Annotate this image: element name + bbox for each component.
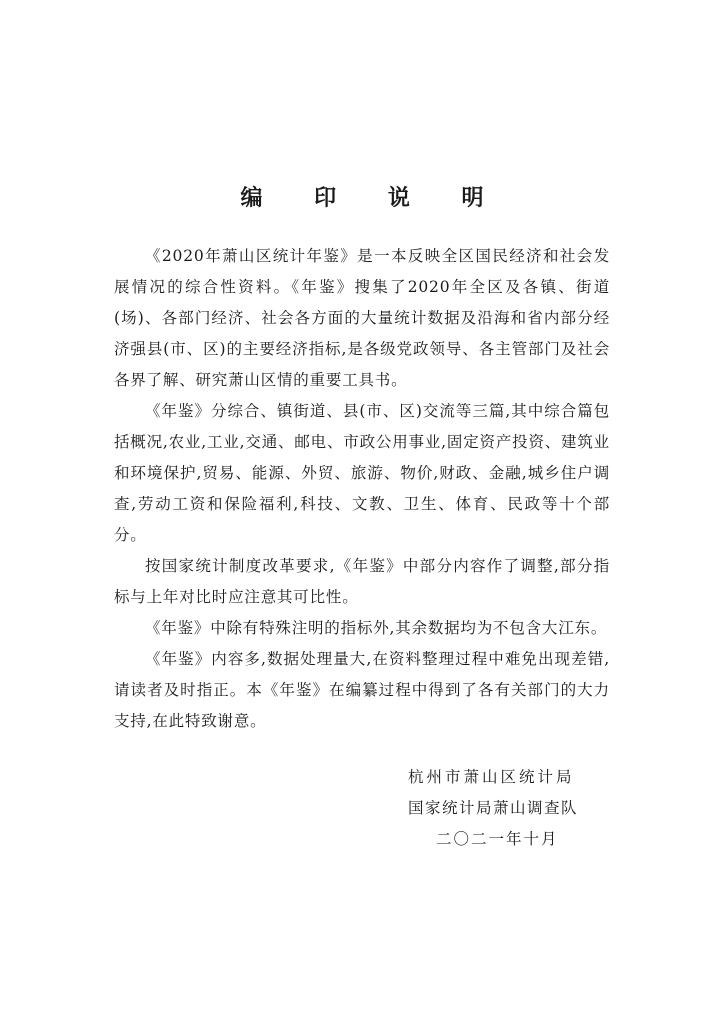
- signature-block: [390, 762, 600, 855]
- paragraph-5: 《年鉴》内容多,数据处理量大,在资料整理过程中难免出现差错,请读者及时指正。本《年鉴》在编纂过程中得到了各有关部门的大力支持,在此特致谢意。: [114, 650, 610, 730]
- paragraph-1: 《2020年萧山区统计年鉴》是一本反映全区国民经济和社会发展情况的综合性资料。《年鉴》搜集了2020年全区及各镇、街道(场)、各部门经济、社会各方面的大量统计数据及沿海和省内部分经济强县(市、区)的主要经济指标,是各级党政领导、各主管部门及社会各界了解、研究萧山区情的重要工具书。: [114, 247, 610, 389]
- paragraph-3: 按国家统计制度改革要求,《年鉴》中部分内容作了调整,部分指标与上年对比时应注意其可比性。: [114, 557, 610, 606]
- paragraph-4: 《年鉴》中除有特殊注明的指标外,其余数据均为不包含大江东。: [145, 619, 608, 637]
- signature-org-survey-team: 国家统计局萧山调查队: [408, 799, 579, 817]
- paragraph-2: 《年鉴》分综合、镇街道、县(市、区)交流等三篇,其中综合篇包括概况,农业,工业,交通、邮电、市政公用事业,固定资产投资、建筑业和环境保护,贸易、能源、外贸、旅游、物价,财政、金融,城乡住户调查,劳动工资和保险福利,科技、文教、卫生、体育、民政等十个部分。: [114, 402, 610, 544]
- signature-date: 二〇二一年十月: [436, 830, 559, 848]
- preface-body: [114, 241, 610, 737]
- signature-org-statistics-bureau: 杭州市萧山区统计局: [408, 768, 575, 786]
- page-title: 编 印 说 明: [240, 185, 506, 211]
